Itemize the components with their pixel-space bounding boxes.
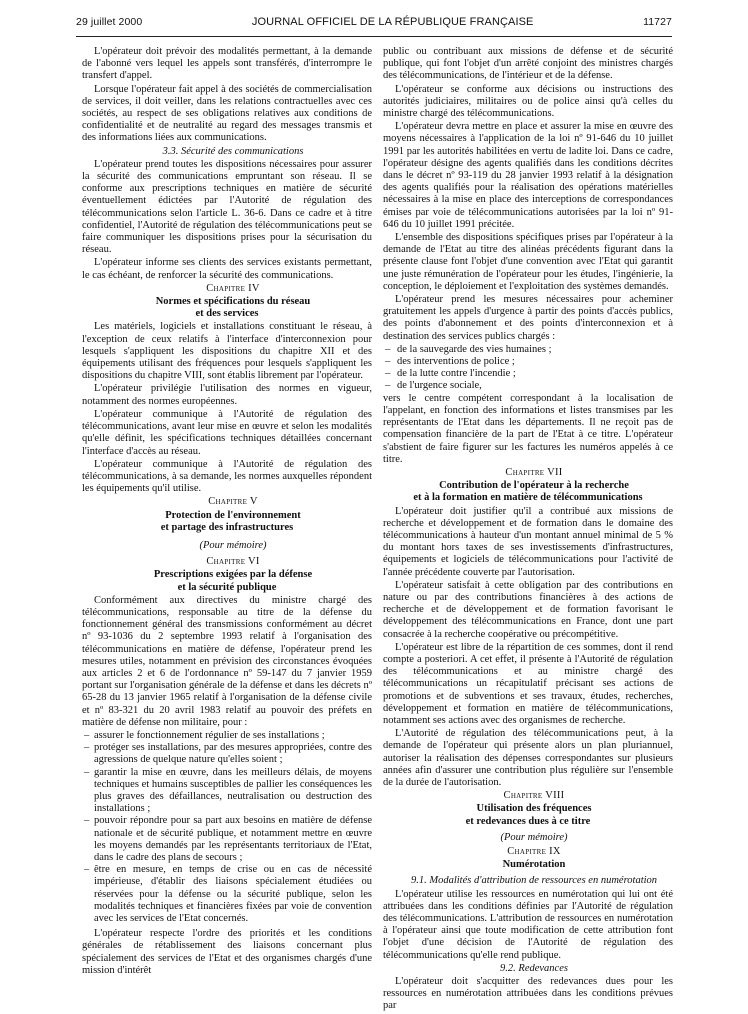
- list-item: – de l'urgence sociale,: [383, 380, 673, 392]
- right-column: [383, 46, 673, 1014]
- chapter-title-vii: [383, 480, 673, 504]
- header-rule: [76, 36, 672, 37]
- chapter-label-vi: Chapitre VI: [206, 556, 260, 568]
- chapter-title-line: et à la formation en matière de télécommunications: [413, 492, 643, 504]
- list-item: – protéger ses installations, par des mesures appropriées, contre des agressions de quelque nature qu'elles soient ;: [82, 742, 372, 766]
- chapter-label-vii: Chapitre VII: [505, 466, 563, 478]
- chapter-title-line: Utilisation des fréquences: [476, 803, 592, 815]
- chapter-label-v: Chapitre V: [208, 496, 258, 508]
- chapter-title-ix: Numérotation: [502, 859, 566, 871]
- header-date: 29 juillet 2000: [76, 16, 143, 28]
- header-page-number: 11727: [643, 16, 672, 28]
- emergency-services-list: [383, 344, 673, 393]
- section-heading-9-1: 9.1. Modalités d'attribution de ressources en numérotation: [410, 875, 658, 887]
- paragraph: L'opérateur prend les mesures nécessaires pour acheminer gratuitement les appels d'urgence à partir des points d'accès publics, des points d'abonnement et des points d'interconnexion et à destination des services publics chargés :: [383, 294, 673, 342]
- chapter-title-line: Protection de l'environnement: [165, 509, 301, 521]
- list-item: – garantir la mise en œuvre, dans les meilleurs délais, de moyens techniques et humains susceptibles de pallier les conséquences les plus graves des défaillances, neutralisation ou destruction des installations ;: [82, 767, 372, 816]
- paragraph: Lorsque l'opérateur fait appel à des sociétés de commercialisation de services, il doit veiller, dans les relations contractuelles avec ces sociétés, au respect de ses obligations relatives aux conditions de confidentialité et de neutralité au regard des messages transmis et des informations liées aux communications.: [82, 83, 372, 144]
- pour-memoire-note: (Pour mémoire): [199, 539, 267, 551]
- paragraph: L'opérateur est libre de la répartition de ces sommes, dont il rend compte a posteriori. A cet effet, il présente à l'Autorité de régulation des télécommunications et au ministre chargé des télécommunications un récapitulatif précisant ses actions de promotions et de subventions et ses travaux, études, recherches, développement et formation en matière de télécommunications, notamment ses actions avec des organismes de recherche.: [383, 641, 673, 726]
- paragraph: L'opérateur doit prévoir des modalités permettant, à la demande de l'abonné vers lequel les appels sont transférés, d'interrompre le transfert d'appel.: [82, 46, 372, 82]
- chapter-title-line: et redevances dues à ce titre: [465, 815, 591, 827]
- chapter-title-line: Prescriptions exigées par la défense: [153, 569, 313, 581]
- paragraph: public ou contribuant aux missions de défense et de sécurité publique, qui font l'objet d'un arrêté conjoint des ministres chargés des télécommunications, de l'intérieur et de la défense.: [383, 46, 673, 82]
- list-item: – de la sauvegarde des vies humaines ;: [383, 344, 673, 356]
- paragraph: L'opérateur privilégie l'utilisation des normes en vigueur, notamment des normes européennes.: [82, 383, 372, 407]
- chapter-title-line: Normes et spécifications du réseau: [155, 296, 311, 308]
- paragraph: L'opérateur prend toutes les dispositions nécessaires pour assurer la sécurité des communications empruntant son réseau. Il se conforme aux prescriptions techniques en matière de sécurité éventuellement édictées par l'Autorité de régulation des télécommunications selon l'article L. 36-6. Dans ce cadre et à titre confidentiel, l'Autorité de régulation des télécommunications peut se faire communiquer les dispositions prises pour la sécurisation du réseau.: [82, 158, 372, 256]
- paragraph: L'opérateur se conforme aux décisions ou instructions des autorités judiciaires, militaires ou de police ainsi qu'à celles du ministre chargé des télécommunications.: [383, 83, 673, 120]
- paragraph: L'opérateur respecte l'ordre des priorités et les conditions générales de rétablissement des liaisons concernant plus spécialement des services de l'Etat et des organismes chargés d'une mission d'intérêt: [82, 928, 372, 976]
- paragraph: Les matériels, logiciels et installations constituant le réseau, à l'exception de ceux relatifs à l'interface d'interconnexion pour lesquels s'appliquent les dispositions du chapitre XII et des équipements utilisant des fréquences pour lesquels s'appliquent les dispositions du chapitre VIII, sont établis librement par l'opérateur.: [82, 321, 372, 382]
- chapter-title-line: et la sécurité publique: [177, 581, 277, 593]
- paragraph: L'opérateur informe ses clients des services existants permettant, le cas échéant, de renforcer la sécurité des communications.: [82, 257, 372, 281]
- paragraph: L'Autorité de régulation des télécommunications peut, à la demande de l'opérateur qui présente alors un plan pluriannuel, autoriser la réalisation des dépenses correspondantes sur plusieurs années afin d'assurer une contribution plus régulière sur l'ensemble de la durée de l'autorisation.: [383, 728, 673, 788]
- pour-memoire-note: (Pour mémoire): [500, 831, 568, 843]
- chapter-title-line: et partage des infrastructures: [160, 521, 294, 533]
- page-header: [76, 12, 672, 32]
- chapter-title-vi: [82, 569, 372, 593]
- paragraph: L'opérateur satisfait à cette obligation par des contributions en nature ou par des contributions financières à des actions de recherche et de développement et de formation favorisant le développement des télécommunications en France, dont une part consacrée à la recherche coopérative ou précompétitive.: [383, 579, 673, 640]
- list-item: – des interventions de police ;: [383, 356, 673, 368]
- chapter-label-iv: Chapitre IV: [206, 282, 260, 294]
- paragraph: L'opérateur doit s'acquitter des redevances dues pour les ressources en numérotation attribuées dans les conditions prévues par: [383, 976, 673, 1012]
- list-item: – de la lutte contre l'incendie ;: [383, 368, 673, 380]
- list-item: – pouvoir répondre pour sa part aux besoins en matière de défense nationale et de sécurité publique, et notamment mettre en œuvre les moyens demandés par les représentants territoriaux de l'Etat, dans le cadre des plans de secours ;: [82, 815, 372, 864]
- chapter-title-v: [82, 510, 372, 534]
- paragraph: Conformément aux directives du ministre chargé des télécommunications, responsable au titre de la défense du fonctionnement général des transmissions conformément au décret nº 93-1036 du 2 septembre 1993 relatif à l'organisation des télécommunications en matière de défense, l'opérateur prend les mesures utiles, notamment en prévision des circonstances évoquées aux articles 2 et 6 de l'ordonnance nº 59-147 du 7 janvier 1959 portant sur l'organisation générale de la défense et dans les décrets nº 65-28 du 13 janvier 1965 relatif à l'organisation de la défense civile et nº 83-321 du 20 avril 1983 relatif au pouvoir des préfets en matière de défense non militaire, pour :: [82, 594, 372, 728]
- paragraph: L'opérateur utilise les ressources en numérotation qui lui ont été attribuées dans les conditions définies par l'Autorité de régulation des télécommunications. L'attribution de ressources en numérotation à l'opérateur ainsi que toute modification de cette attribution font l'objet d'une décision de l'Autorité de régulation des télécommunications qu'elle rend publique.: [383, 888, 673, 961]
- left-column: [82, 46, 372, 978]
- chapter-title-viii: [383, 803, 673, 827]
- chapter-title-line: Contribution de l'opérateur à la recherche: [439, 480, 629, 492]
- chapter-title-iv: [82, 296, 372, 320]
- paragraph: L'opérateur doit justifier qu'il a contribué aux missions de recherche et développement et de formation dans le domaine des télécommunications à hauteur d'un montant annuel minimal de 5 % du montant hors taxes de ses investissements d'infrastructures, équipements et logiciels de télécommunications pour l'activité de l'année précédente couverte par l'autorisation.: [383, 505, 673, 578]
- paragraph: L'opérateur devra mettre en place et assurer la mise en œuvre des moyens nécessaires à l'application de la loi nº 91-646 du 10 juillet 1991 par les autorités habilitées en vertu de ladite loi. Dans ce cadre, l'opérateur désigne des agents qualifiés dans les conditions décrites dans le décret nº 93-119 du 28 janvier 1993 relatif à la désignation des agents qualifiés pour la réalisation des opérations matérielles nécessaires à la mise en place des interceptions de correspondances émises par voie de télécommunications autorisées par la loi nº 91-646 du 10 juillet 1991 précitée.: [383, 121, 673, 230]
- paragraph: L'opérateur communique à l'Autorité de régulation des télécommunications, à sa demande, les normes auxquelles répondent les équipements qu'il utilise.: [82, 458, 372, 495]
- section-heading-3-3: 3.3. Sécurité des communications: [162, 145, 304, 157]
- header-title: JOURNAL OFFICIEL DE LA RÉPUBLIQUE FRANÇAISE: [251, 16, 534, 28]
- paragraph: vers le centre compétent correspondant à la localisation de l'appelant, en fonction des informations et listes transmises par les représentants de l'Etat dans les départements. Il ne reçoit pas de compensation financière de la part de l'Etat à ce titre. L'opérateur s'abstient de faire figurer sur les factures les numéros appelés à ce titre.: [383, 392, 673, 465]
- chapter-title-line: et des services: [195, 308, 259, 320]
- defense-measures-list: [82, 730, 372, 925]
- chapter-label-ix: Chapitre IX: [507, 846, 561, 857]
- chapter-label-viii: Chapitre VIII: [503, 790, 565, 802]
- paragraph: L'ensemble des dispositions spécifiques prises par l'opérateur à la demande de l'Etat au titre des alinéas précédents figurant dans la présente clause font l'objet d'une convention avec l'Etat qui garantit une juste rémunération de l'opérateur pour les études, l'ingénierie, la conception, le déploiement et l'exploitation des systèmes demandés.: [383, 232, 673, 292]
- section-heading-9-2: 9.2. Redevances: [500, 962, 568, 974]
- list-item: – assurer le fonctionnement régulier de ses installations ;: [82, 730, 372, 742]
- list-item: – être en mesure, en temps de crise ou en cas de nécessité impérieuse, d'établir des liaisons spécialement étudiées ou réservées pour la défense ou la sécurité publique, selon les modalités techniques et financières fixées par voie de convention avec les services de l'Etat concernés.: [82, 864, 372, 925]
- paragraph: L'opérateur communique à l'Autorité de régulation des télécommunications, avant leur mise en œuvre et selon les modalités qu'elle définit, les spécifications techniques détaillées concernant l'interface d'accès au réseau.: [82, 408, 372, 457]
